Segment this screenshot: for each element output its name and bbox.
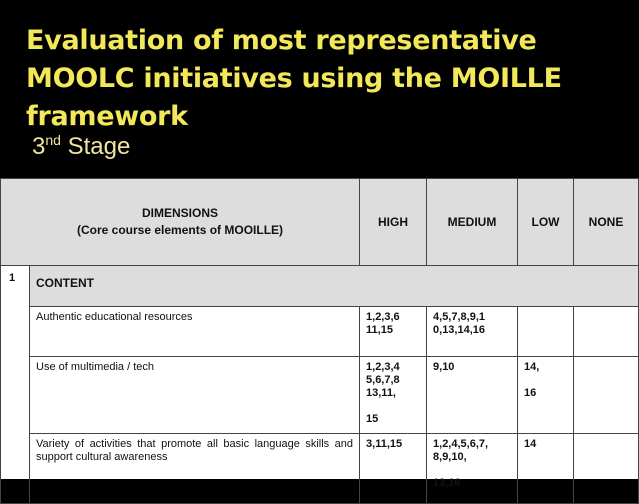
none-header: NONE bbox=[574, 179, 639, 266]
section-row bbox=[1, 266, 639, 307]
cell-none bbox=[574, 434, 639, 504]
section-label: CONTENT bbox=[30, 266, 639, 307]
section-number: 1 bbox=[1, 266, 30, 504]
cell-medium: 9,10 bbox=[427, 357, 518, 434]
row-label: Variety of activities that promote all basic language skills and support cultural awareness bbox=[30, 434, 360, 504]
cell-low: 14 bbox=[518, 434, 574, 504]
cell-high: 1,2,3,4 5,6,7,8 13,11, 15 bbox=[360, 357, 427, 434]
dimensions-title: DIMENSIONS bbox=[142, 206, 219, 220]
dimensions-subtitle: (Core course elements of MOOILLE) bbox=[76, 223, 284, 237]
stage-label bbox=[32, 132, 130, 161]
table-row bbox=[1, 434, 639, 504]
stage-ordinal-suffix: nd bbox=[45, 132, 61, 148]
cell-none bbox=[574, 357, 639, 434]
stage-number: 3 bbox=[32, 133, 46, 160]
cell-medium: 4,5,7,8,9,1 0,13,14,16 bbox=[427, 307, 518, 357]
cell-high: 3,11,15 bbox=[360, 434, 427, 504]
slide-title: Evaluation of most representative MOOLC initiatives using the MOILLE framework bbox=[26, 25, 562, 132]
row-label: Authentic educational resources bbox=[30, 307, 360, 357]
table-row bbox=[1, 357, 639, 434]
row-label: Use of multimedia / tech bbox=[30, 357, 360, 434]
cell-none bbox=[574, 307, 639, 357]
medium-header: MEDIUM bbox=[427, 179, 518, 266]
stage-word: Stage bbox=[67, 133, 131, 160]
cell-low bbox=[518, 307, 574, 357]
evaluation-table-container bbox=[0, 178, 638, 489]
cell-medium: 1,2,4,5,6,7, 8,9,10, 13,16 bbox=[427, 434, 518, 504]
high-header: HIGH bbox=[360, 179, 427, 266]
low-header: LOW bbox=[518, 179, 574, 266]
cell-low: 14, 16 bbox=[518, 357, 574, 434]
table-header-row bbox=[1, 179, 639, 266]
cell-high: 1,2,3,6 11,15 bbox=[360, 307, 427, 357]
evaluation-table bbox=[0, 178, 639, 504]
dimensions-header bbox=[1, 179, 360, 266]
table-row bbox=[1, 307, 639, 357]
